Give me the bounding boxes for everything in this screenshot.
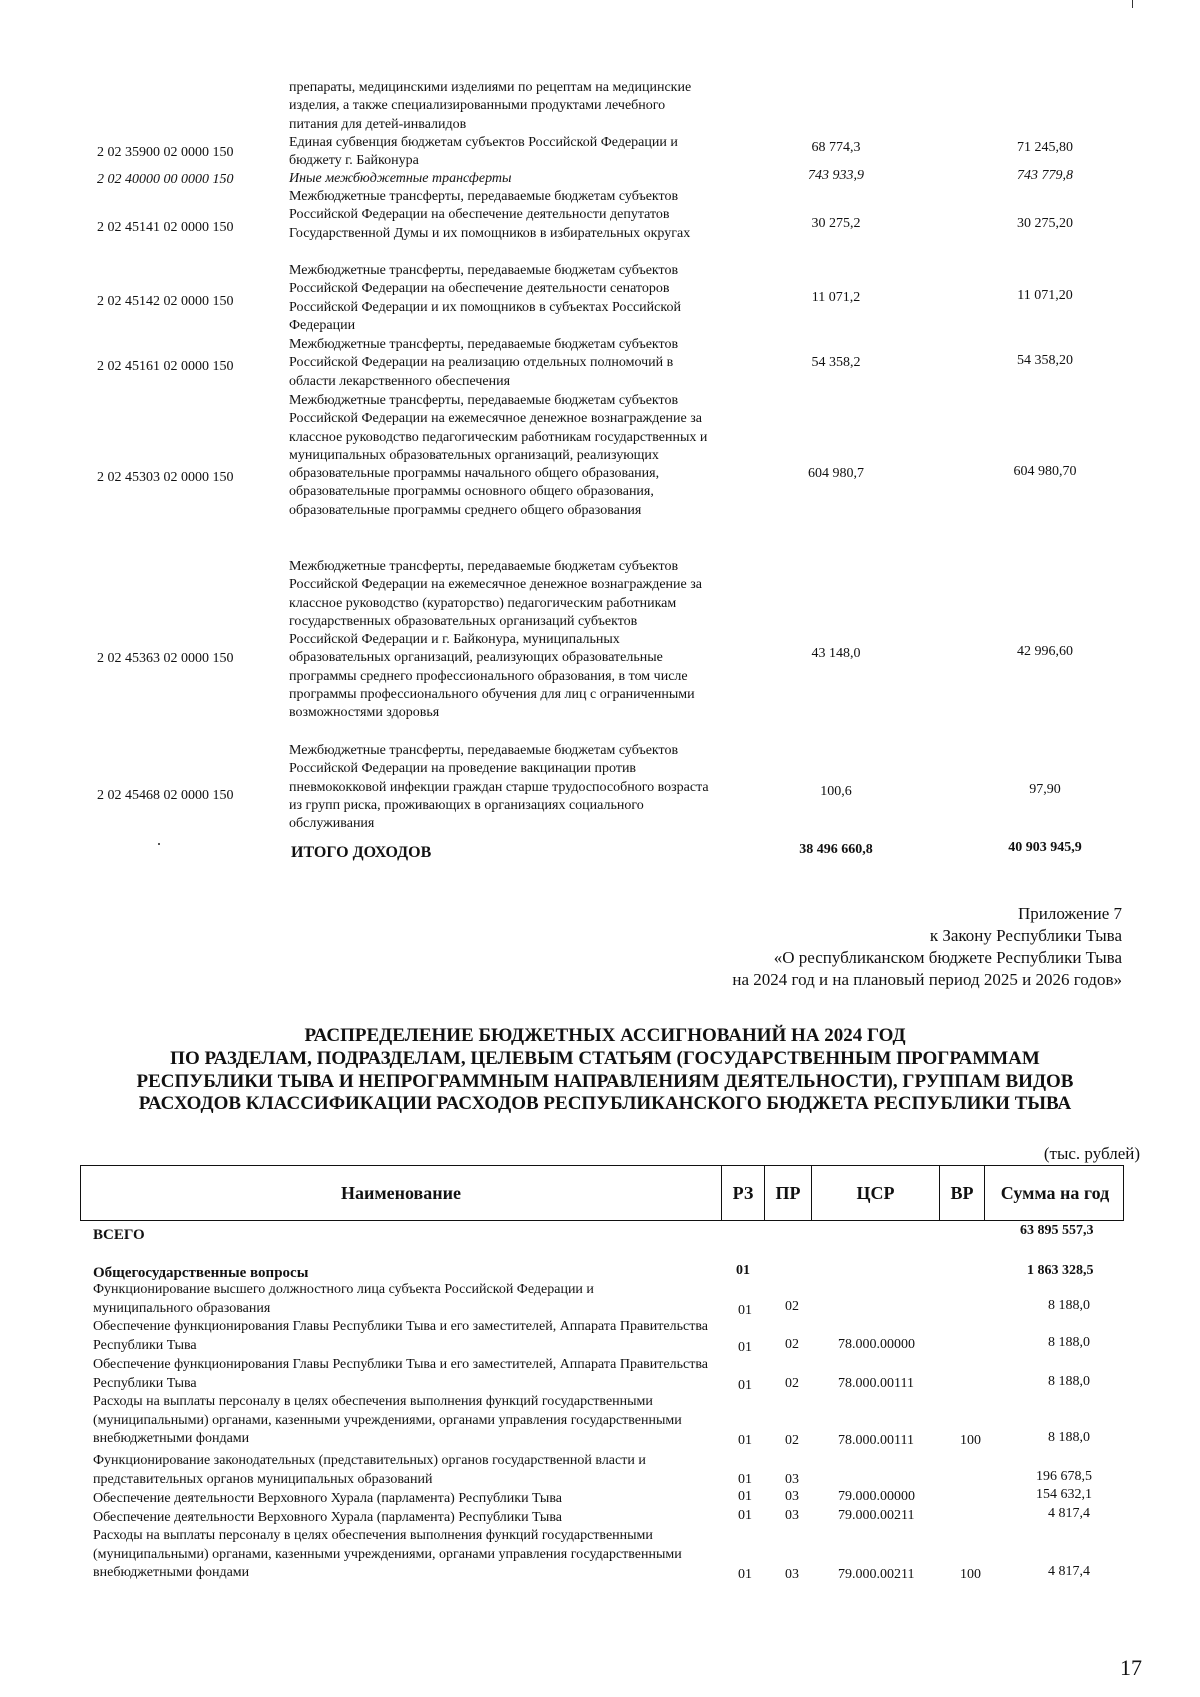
revenue-code: 2 02 40000 00 0000 150 xyxy=(97,172,234,187)
revenue-value-2025: 30 275,2 xyxy=(811,216,861,231)
revenue-total-label: ИТОГО ДОХОДОВ xyxy=(291,844,432,861)
allocation-sum: 63 895 557,3 xyxy=(1020,1223,1094,1238)
allocation-sum: 8 188,0 xyxy=(1048,1430,1090,1445)
document-title xyxy=(60,1025,1150,1116)
title-line: РЕСПУБЛИКИ ТЫВА И НЕПРОГРАММНЫМ НАПРАВЛЕНИЯМ ДЕЯТЕЛЬНОСТИ), ГРУППАМ ВИДОВ xyxy=(136,1070,1074,1092)
revenue-code: 2 02 45303 02 0000 150 xyxy=(97,470,234,485)
allocation-sum: 8 188,0 xyxy=(1048,1298,1090,1313)
revenue-value-2025: 604 980,7 xyxy=(808,466,864,481)
revenue-value-2026: 30 275,20 xyxy=(1017,216,1073,231)
revenue-value-2025: 11 071,2 xyxy=(811,290,861,305)
allocation-rz: 01 xyxy=(738,1489,752,1504)
header-rz: РЗ xyxy=(721,1166,764,1220)
header-name: Наименование xyxy=(341,1182,461,1203)
allocation-name: Обеспечение функционирования Главы Республики Тыва и его заместителей, Аппарата Правительства Республики Тыва xyxy=(93,1319,708,1353)
allocation-csr: 79.000.00211 xyxy=(838,1508,915,1523)
allocation-rz: 01 xyxy=(738,1303,752,1318)
revenue-name: Межбюджетные трансферты, передаваемые бюджетам субъектов Российской Федерации на реализацию отдельных полномочий в области лекарственного обеспечения xyxy=(289,337,679,389)
appendix-note xyxy=(732,903,1122,991)
header-vr: ВР xyxy=(939,1166,984,1220)
title-line: ПО РАЗДЕЛАМ, ПОДРАЗДЕЛАМ, ЦЕЛЕВЫМ СТАТЬЯМ (ГОСУДАРСТВЕННЫМ ПРОГРАММАМ xyxy=(170,1047,1040,1069)
allocation-sum: 4 817,4 xyxy=(1048,1506,1090,1521)
revenue-name: Межбюджетные трансферты, передаваемые бюджетам субъектов Российской Федерации на ежемесячное денежное вознаграждение за классное руководство педагогическим работникам государственных и муниципальных образовательных организаций, реализующих образовательные программы начального общего образования, образовательные программы основного общего образования, образовательные программы среднего общего образования xyxy=(289,393,708,518)
allocation-sum: 8 188,0 xyxy=(1048,1335,1090,1350)
revenue-value-2025: 743 933,9 xyxy=(808,168,864,183)
revenue-value-2026: 42 996,60 xyxy=(1017,644,1073,659)
revenue-name: Межбюджетные трансферты, передаваемые бюджетам субъектов Российской Федерации на обеспечение деятельности сенаторов Российской Федерации и их помощников в субъектах Российской Федерации xyxy=(289,263,681,333)
allocation-csr: 79.000.00000 xyxy=(838,1489,915,1504)
allocation-sum: 8 188,0 xyxy=(1048,1374,1090,1389)
appendix-line: на 2024 год и на плановый период 2025 и 2026 годов» xyxy=(732,970,1122,989)
allocation-pr: 02 xyxy=(785,1299,799,1314)
allocation-name: Обеспечение функционирования Главы Республики Тыва и его заместителей, Аппарата Правительства Республики Тыва xyxy=(93,1357,708,1391)
appendix-line: к Закону Республики Тыва xyxy=(929,926,1122,945)
allocation-csr: 78.000.00111 xyxy=(838,1376,914,1391)
revenue-value-2025: 54 358,2 xyxy=(811,355,861,370)
allocation-name: Функционирование законодательных (представительных) органов государственной власти и представительных органов муниципальных образований xyxy=(93,1453,646,1487)
header-pr: ПР xyxy=(764,1166,811,1220)
revenue-value-2026: 97,90 xyxy=(1029,782,1061,797)
revenue-value-2025: 68 774,3 xyxy=(811,140,861,155)
allocation-pr: 03 xyxy=(785,1508,799,1523)
scan-speck xyxy=(158,843,160,845)
allocation-pr: 02 xyxy=(785,1337,799,1352)
table-header xyxy=(80,1165,1124,1221)
revenue-code: 2 02 45142 02 0000 150 xyxy=(97,294,234,309)
allocation-csr: 78.000.00111 xyxy=(838,1433,914,1448)
revenue-code: 2 02 35900 02 0000 150 xyxy=(97,145,234,160)
revenue-code: 2 02 45161 02 0000 150 xyxy=(97,359,234,374)
header-csr: ЦСР xyxy=(811,1166,939,1220)
allocation-rz: 01 xyxy=(738,1340,752,1355)
appendix-line: Приложение 7 xyxy=(1018,904,1122,923)
allocation-rz: 01 xyxy=(738,1433,752,1448)
page-number: 17 xyxy=(1120,1655,1142,1680)
revenue-name: Единая субвенция бюджетам субъектов Российской Федерации и бюджету г. Байконура xyxy=(289,135,678,169)
allocation-name: Функционирование высшего должностного лица субъекта Российской Федерации и муниципального образования xyxy=(93,1282,594,1316)
revenue-value-2026: 71 245,80 xyxy=(1017,140,1073,155)
allocation-rz: 01 xyxy=(736,1263,750,1278)
revenue-value-2025: 43 148,0 xyxy=(811,646,861,661)
appendix-line: «О республиканском бюджете Республики Тыва xyxy=(773,948,1122,967)
allocation-vr: 100 xyxy=(960,1433,981,1448)
allocation-vr: 100 xyxy=(960,1567,981,1582)
revenue-total-2025: 38 496 660,8 xyxy=(799,842,873,857)
allocation-rz: 01 xyxy=(738,1508,752,1523)
revenue-name: Межбюджетные трансферты, передаваемые бюджетам субъектов Российской Федерации на проведение вакцинации против пневмококковой инфекции граждан старше трудоспособного возраста из групп риска, проживающих в организациях социального обслуживания xyxy=(289,743,709,832)
revenue-name: Иные межбюджетные трансферты xyxy=(289,171,512,186)
continuation-text: препараты, медицинскими изделиями по рецептам на медицинские изделия, а также специализированными продуктами лечебного питания для детей-инвалидов xyxy=(289,80,692,132)
revenue-name: Межбюджетные трансферты, передаваемые бюджетам субъектов Российской Федерации на ежемесячное денежное вознаграждение за классное руководство (кураторство) педагогическим работникам государственных образовательных организаций субъектов Российской Федерации и г. Байконура, муниципальных образовательных организаций, реализующих образовательные программы среднего профессионального образования, в том числе программы профессионального обучения для лиц с ограниченными возможностями здоровья xyxy=(289,559,702,721)
revenue-code: 2 02 45363 02 0000 150 xyxy=(97,651,234,666)
revenue-value-2026: 54 358,20 xyxy=(1017,353,1073,368)
allocation-sum: 4 817,4 xyxy=(1048,1564,1090,1579)
allocation-rz: 01 xyxy=(738,1472,752,1487)
allocation-rz: 01 xyxy=(738,1378,752,1393)
revenue-code: 2 02 45141 02 0000 150 xyxy=(97,220,234,235)
revenue-name: Межбюджетные трансферты, передаваемые бюджетам субъектов Российской Федерации на обеспечение деятельности депутатов Государственной Думы и их помощников в избирательных округах xyxy=(289,189,691,241)
header-sum: Сумма на год xyxy=(984,1166,1125,1220)
allocation-name: Расходы на выплаты персоналу в целях обеспечения выполнения функций государственными (муниципальными) органами, казенными учреждениями, органами управления государственными внебюджетными фондами xyxy=(93,1394,682,1446)
revenue-value-2026: 743 779,8 xyxy=(1017,168,1073,183)
allocation-rz: 01 xyxy=(738,1567,752,1582)
allocation-name: Обеспечение деятельности Верховного Хурала (парламента) Республики Тыва xyxy=(93,1491,562,1506)
allocation-pr: 03 xyxy=(785,1567,799,1582)
allocation-sum: 154 632,1 xyxy=(1036,1487,1092,1502)
revenue-value-2026: 604 980,70 xyxy=(1013,464,1077,479)
scan-edge-mark xyxy=(1132,0,1133,8)
units-label: (тыс. рублей) xyxy=(1043,1144,1140,1163)
title-line: РАСХОДОВ КЛАССИФИКАЦИИ РАСХОДОВ РЕСПУБЛИКАНСКОГО БЮДЖЕТА РЕСПУБЛИКИ ТЫВА xyxy=(138,1093,1072,1115)
title-line: РАСПРЕДЕЛЕНИЕ БЮДЖЕТНЫХ АССИГНОВАНИЙ НА 2024 ГОД xyxy=(304,1025,906,1046)
revenue-total-2026: 40 903 945,9 xyxy=(1008,840,1082,855)
revenue-code: 2 02 45468 02 0000 150 xyxy=(97,788,234,803)
allocation-name: ВСЕГО xyxy=(93,1227,145,1243)
allocation-pr: 02 xyxy=(785,1433,799,1448)
allocation-sum: 196 678,5 xyxy=(1036,1469,1092,1484)
allocation-csr: 79.000.00211 xyxy=(838,1567,915,1582)
allocation-name: Расходы на выплаты персоналу в целях обеспечения выполнения функций государственными (муниципальными) органами, казенными учреждениями, органами управления государственными внебюджетными фондами xyxy=(93,1528,682,1580)
allocation-name: Обеспечение деятельности Верховного Хурала (парламента) Республики Тыва xyxy=(93,1510,562,1525)
allocation-sum: 1 863 328,5 xyxy=(1027,1263,1094,1278)
allocation-pr: 03 xyxy=(785,1489,799,1504)
allocation-name: Общегосударственные вопросы xyxy=(93,1265,309,1281)
revenue-value-2025: 100,6 xyxy=(820,784,852,799)
allocation-pr: 03 xyxy=(785,1472,799,1487)
revenue-value-2026: 11 071,20 xyxy=(1017,288,1073,303)
allocation-pr: 02 xyxy=(785,1376,799,1391)
allocation-csr: 78.000.00000 xyxy=(838,1337,915,1352)
